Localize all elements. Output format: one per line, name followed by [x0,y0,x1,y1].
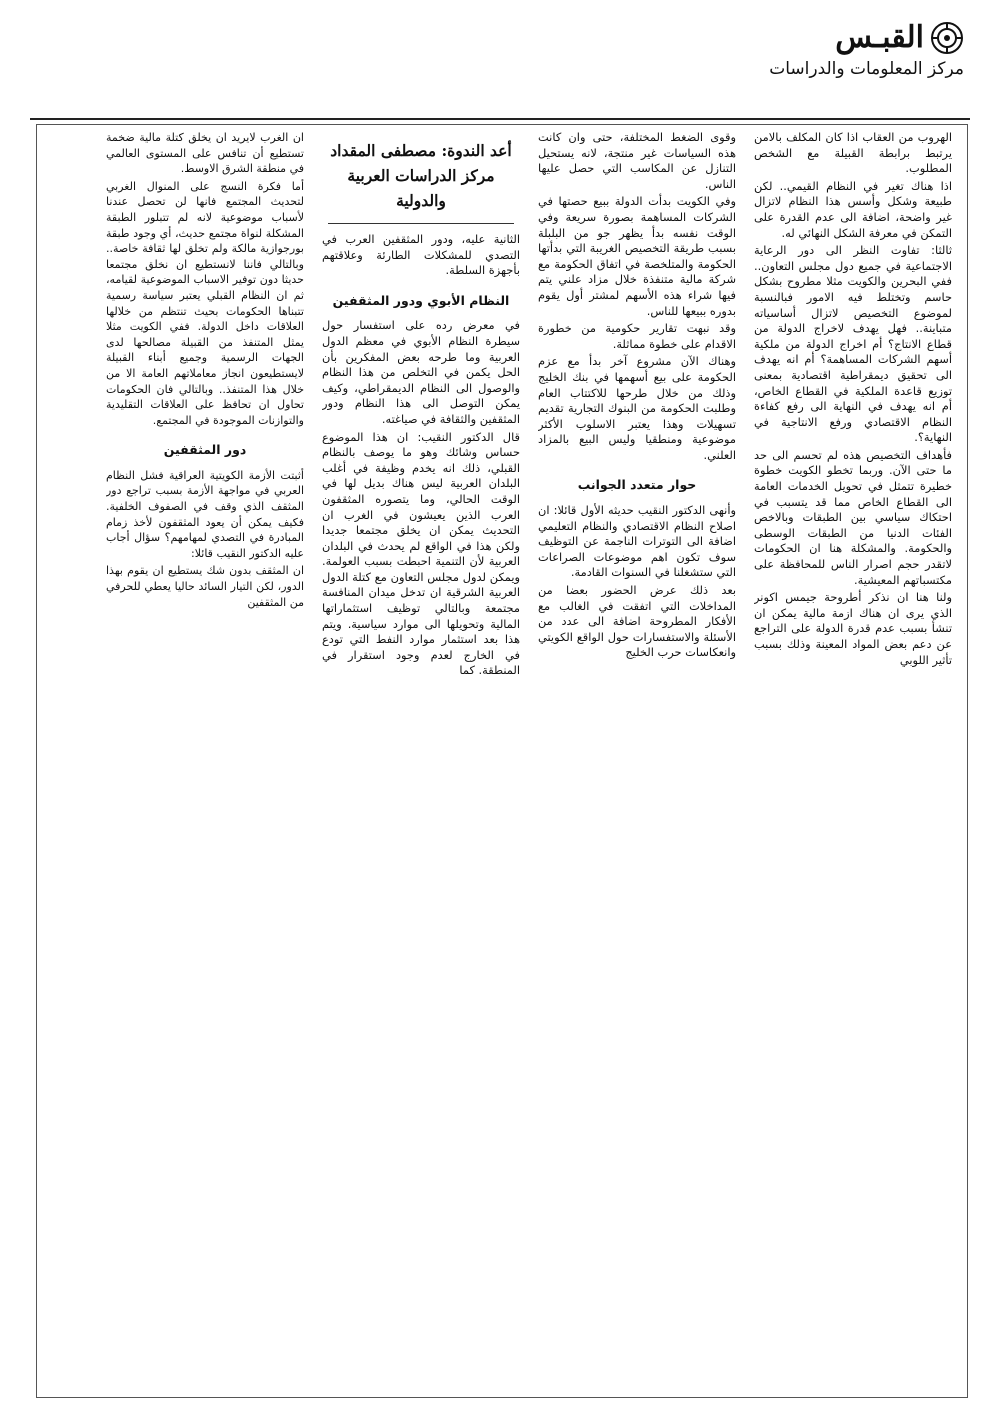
paragraph: الهروب من العقاب اذا كان المكلف بالامن يرتبط برابطة القبيلة مع الشخص المطلوب. [754,130,952,176]
header-divider [30,118,970,120]
symposium-credit [322,138,520,213]
credit-line: أعد الندوة: مصطفى المقداد [330,141,512,160]
section-heading: حوار متعدد الجوانب [577,477,697,493]
column-1 [754,130,952,832]
paragraph: ولنا هنا ان نذكر أطروحة جيمس اكونر الذي يرى ان هناك ازمة مالية يمكن ان تنشأ بسبب عدم قدرة الدولة على التراجع عن دعم بعض المواد المعينة وذلك بسبب تأثير اللوبي [754,590,952,667]
logo-text: القبـس [835,20,924,55]
paragraph: ثالثا: تفاوت النظر الى دور الرعاية الاجتماعية في جميع دول مجلس التعاون.. ففي البحرين والكويت مثلا مطروح بشكل حاسم وتختلط فيه الامور فبالنسبة لموضوع التخصيص لاتزال أساسياته متباينة.. فهل يهدف لاخراج الدولة من قطاع الانتاج؟ أم اخراج الدولة من ملكية أسهم الشركات المساهمة؟ أم انه يهدف الى تحقيق ديمقراطية اقتصادية بمعنى توزيع قاعدة الملكية في القطاع الخاص، أم انه يهدف في النهاية الى رفع كفاءة النظام الاقتصادي ورفع الانتاجية في النهاية؟. [754,243,952,445]
article-columns [100,130,952,832]
paragraph: ان الغرب لايريد ان يخلق كتلة مالية ضخمة تستطيع أن تنافس على المستوى العالمي في منطقة الشرق الاوسط. [106,131,304,176]
credit-line: مركز الدراسات العربية [347,166,495,185]
paragraph: أثبتت الأزمة الكويتية العراقية فشل النظام العربي في مواجهة الأزمة بسبب تراجع دور المثقف الذي وقف في الصفوف الخلفية. فكيف يمكن أن يعود المثقفون لأخذ زمام المبادرة في التصدي لمهامهم؟ سؤال أجاب عليه الدكتور النقيب قائلا: [106,468,304,560]
credit-divider [328,223,514,224]
paragraph: وفي الكويت بدأت الدولة ببيع حصتها في الشركات المساهمة بصورة سريعة وفي الوقت نفسه بدأ يظهر جو من البلبلة بسبب طريقة التخصيص الغريبة التي بدأتها الحكومة والمتلخصة في اتفاق الحكومة مع شركة مالية متنفذة خلال مزاد علني يتم فيها شراء هذه الأسهم لمشتر أول يقوم بدوره ببيعها للناس. [538,194,736,318]
paragraph: فأهداف التخصيص هذه لم تحسم الى حد ما حتى الآن. وربما تخطو الكويت خطوة خطيرة تتمثل في تحويل الخدمات العامة الى القطاع الخاص مما قد يتسبب في احتكاك سياسي بين الطبقات وبالاخص الفئات الدنيا من الطبقات الوسطى والحكومة. والمشكلة هنا ان الحكومات لاتقدر حجم اصرار الناس للمحافظة على مكتسباتهم المعيشية. [754,447,952,587]
logo [664,20,964,55]
paragraph: في معرض رده على استفسار حول سيطرة النظام الأبوي في معظم الدول العربية وما طرحه بعض المفكرين بأن الحل يكمن في التخلص من هذا النظام والوصول الى النظام الديمقراطي، وكيف يمكن التوصل الى هذا النظام ودور المثقفين والثقافة في صياغته. [322,318,520,426]
qabas-emblem-icon [930,21,964,55]
column-2 [538,130,736,832]
paragraph: اذا هناك تغير في النظام القيمي.. لكن طبيعة وشكل وأسس هذا النظام لاتزال غير واضحة، اضافة الى عدم القدرة على التمكن في معرفة الشكل النهائي له. [754,178,952,240]
credit-line: والدولية [396,191,446,210]
section-heading: دور المثقفين [163,442,247,458]
paragraph: وقوى الضغط المختلفة، حتى وان كانت هذه السياسات غير منتجة، لانه يستحيل التنازل عن المكاسب التي حصل عليها الناس. [538,130,736,191]
paragraph: ان المثقف بدون شك يستطيع ان يقوم بهذا الدور، لكن التيار السائد حاليا يعطي للحرفي من المثقفين [106,564,304,609]
paragraph: وقد نبهت تقارير حكومية من خطورة الاقدام على خطوة مماثلة. [538,321,736,351]
masthead [664,20,964,110]
paragraph: وأنهى الدكتور النقيب حديثه الأول قائلا: ان اصلاح النظام الاقتصادي والنظام التعليمي اضافة الى التوترات الناجمة عن التوظيف سوف تكون اهم موضوعات الصراعات التي ستشغلنا في السنوات القادمة. [538,503,736,580]
paragraph: قال الدكتور النقيب: ان هذا الموضوع حساس وشائك وهو ما يوصف بالنظام القبلي، ذلك انه يخدم وظيفة في أغلب البلدان العربية ليس هناك بديل لها في الوقت الحالي، وما يتصوره المثقفون العرب الذين يعيشون في الغرب ان التحديث يمكن ان يخلق مجتمعا جديدا ولكن هذا في الواقع لم يحدث في البلدان العربية لأن التنمية احبطت بسبب العولمة. ويمكن لدول مجلس التعاون مع كتلة الدول العربية الشرقية ان تدخل ميدان المنافسة مجتمعة وبالتالي توظيف استثماراتها المالية وتحويلها الى موارد سياسية. ويتم هذا بعد استثمار موارد النفط التي تودع في الخارج لعدم وجود استقرار في المنطقة. كما [322,429,520,678]
paragraph: وهناك الآن مشروع آخر بدأ مع عزم الحكومة على بيع أسهمها في بنك الخليج وذلك من خلال طرحها للاكتتاب العام وطلبت الحكومة من البنوك التجارية تقديم تسهيلات وهذا يعتبر الاسلوب الأكثر موضوعية ومنطقيا وليس البيع بالمزاد العلني. [538,354,736,462]
paragraph: بعد ذلك عرض الحضور بعضا من المداخلات التي اتفقت في الغالب مع الأفكار المطروحة اضافة الى عدد من الأسئلة والاستفسارات حول الواقع الكويتي وانعكاسات حرب الخليج [538,583,736,660]
center-name: مركز المعلومات والدراسات [769,59,964,79]
paragraph: أما فكرة النسج على المنوال الغربي لتحديث المجتمع فانها لن تحصل عندنا لأسباب موضوعية لانه لم تتبلور الطبقة المشكلة لنواة مجتمع حديث، أي وجود طبقة بورجوازية مالكة ولم تخلق لها ثقافة خاصة.. وبالتالي فاننا لانستطيع ان نخلق مجتمعا حديثا دون توفير الاسباب الموضوعية لقيامه، ثم ان النظام القبلي يعتبر سياسة رسمية تتبناها الحكومات بحيث تنتظم من خلالها العلاقات داخل الدولة. ففي الكويت مثلا يمثل المتنفذ من القبيلة مصالحها لدى الجهات الرسمية وجميع أبناء القبيلة لايستطيعون انجاز معاملاتهم العامة الا من خلال هذا المتنفذ.. وبالتالي فان الحكومات تحاول ان تحافظ على العلاقات التقليدية والتوازنات الموجودة في المجتمع. [106,179,304,427]
section-heading: النظام الأبوي ودور المثقفين [332,292,510,308]
column-4 [106,130,304,832]
column-3 [322,130,520,832]
paragraph: الثانية عليه، ودور المثقفين العرب في التصدي للمشكلات الطارئة وعلاقتهم بأجهزة السلطة. [322,232,520,278]
article [100,130,952,832]
